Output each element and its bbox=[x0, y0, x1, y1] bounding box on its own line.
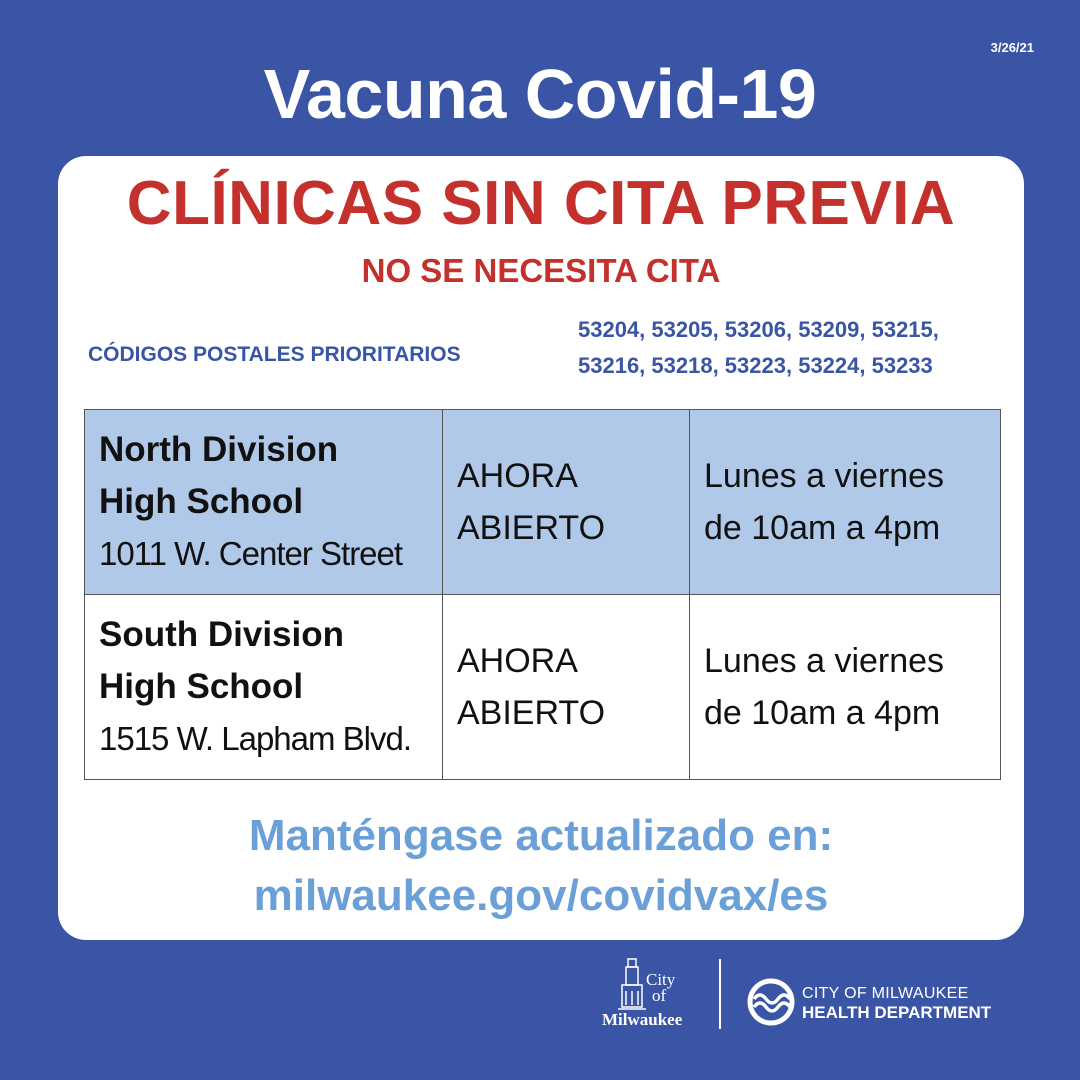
clinic-address: 1011 W. Center Street bbox=[99, 535, 403, 572]
footer-url[interactable]: milwaukee.gov/covidvax/es bbox=[253, 871, 829, 920]
logo-divider bbox=[719, 959, 721, 1029]
city-logo-word: of bbox=[652, 986, 667, 1005]
health-dept-line: CITY OF MILWAUKEE bbox=[802, 985, 969, 1002]
clinic-status-cell bbox=[443, 595, 690, 780]
date-stamp: 3/26/21 bbox=[990, 40, 1034, 55]
zip-codes-list bbox=[578, 312, 1008, 384]
info-card bbox=[58, 156, 1024, 940]
city-logo-word: City bbox=[646, 970, 676, 989]
health-department-logo-icon bbox=[746, 977, 806, 1027]
health-department-name bbox=[802, 985, 991, 1023]
card-subtitle: NO SE NECESITA CITA bbox=[361, 252, 721, 289]
clinic-hours-cell bbox=[690, 410, 1001, 595]
clinic-hours-line: Lunes a viernes bbox=[704, 642, 945, 680]
clinic-status-line: AHORA bbox=[457, 642, 578, 680]
zip-codes-line: 53216, 53218, 53223, 53224, 53233 bbox=[578, 353, 933, 378]
health-dept-line: HEALTH DEPARTMENT bbox=[802, 1003, 992, 1022]
zip-codes-line: 53204, 53205, 53206, 53209, 53215, bbox=[578, 317, 939, 342]
clinic-hours-line: de 10am a 4pm bbox=[704, 509, 941, 547]
city-of-milwaukee-logo bbox=[596, 955, 696, 1035]
clinic-status-cell bbox=[443, 410, 690, 595]
zip-codes-label: CÓDIGOS POSTALES PRIORITARIOS bbox=[88, 343, 461, 366]
clinic-hours-cell bbox=[690, 595, 1001, 780]
website-link[interactable] bbox=[58, 806, 1024, 926]
clinic-name-line: North Division bbox=[99, 430, 339, 469]
clinic-location-cell bbox=[85, 410, 443, 595]
logo-bar bbox=[0, 955, 1080, 1045]
footer-line: Manténgase actualizado en: bbox=[248, 811, 834, 860]
clinic-address: 1515 W. Lapham Blvd. bbox=[99, 720, 412, 757]
clinic-name-line: High School bbox=[99, 667, 304, 706]
clinic-hours-line: de 10am a 4pm bbox=[704, 694, 941, 732]
clinic-name-line: South Division bbox=[99, 615, 344, 654]
table-row bbox=[85, 410, 1001, 595]
clinic-status-line: ABIERTO bbox=[457, 694, 606, 732]
clinic-status-line: ABIERTO bbox=[457, 509, 606, 547]
clinic-location-cell bbox=[85, 595, 443, 780]
clinic-status-line: AHORA bbox=[457, 457, 578, 495]
city-logo-word: Milwaukee bbox=[602, 1010, 683, 1029]
page-title: Vacuna Covid-19 bbox=[263, 55, 817, 133]
clinics-table bbox=[84, 409, 1001, 780]
clinic-hours-line: Lunes a viernes bbox=[704, 457, 945, 495]
table-row bbox=[85, 595, 1001, 780]
card-title: CLÍNICAS SIN CITA PREVIA bbox=[126, 169, 956, 238]
clinic-name-line: High School bbox=[99, 482, 304, 521]
